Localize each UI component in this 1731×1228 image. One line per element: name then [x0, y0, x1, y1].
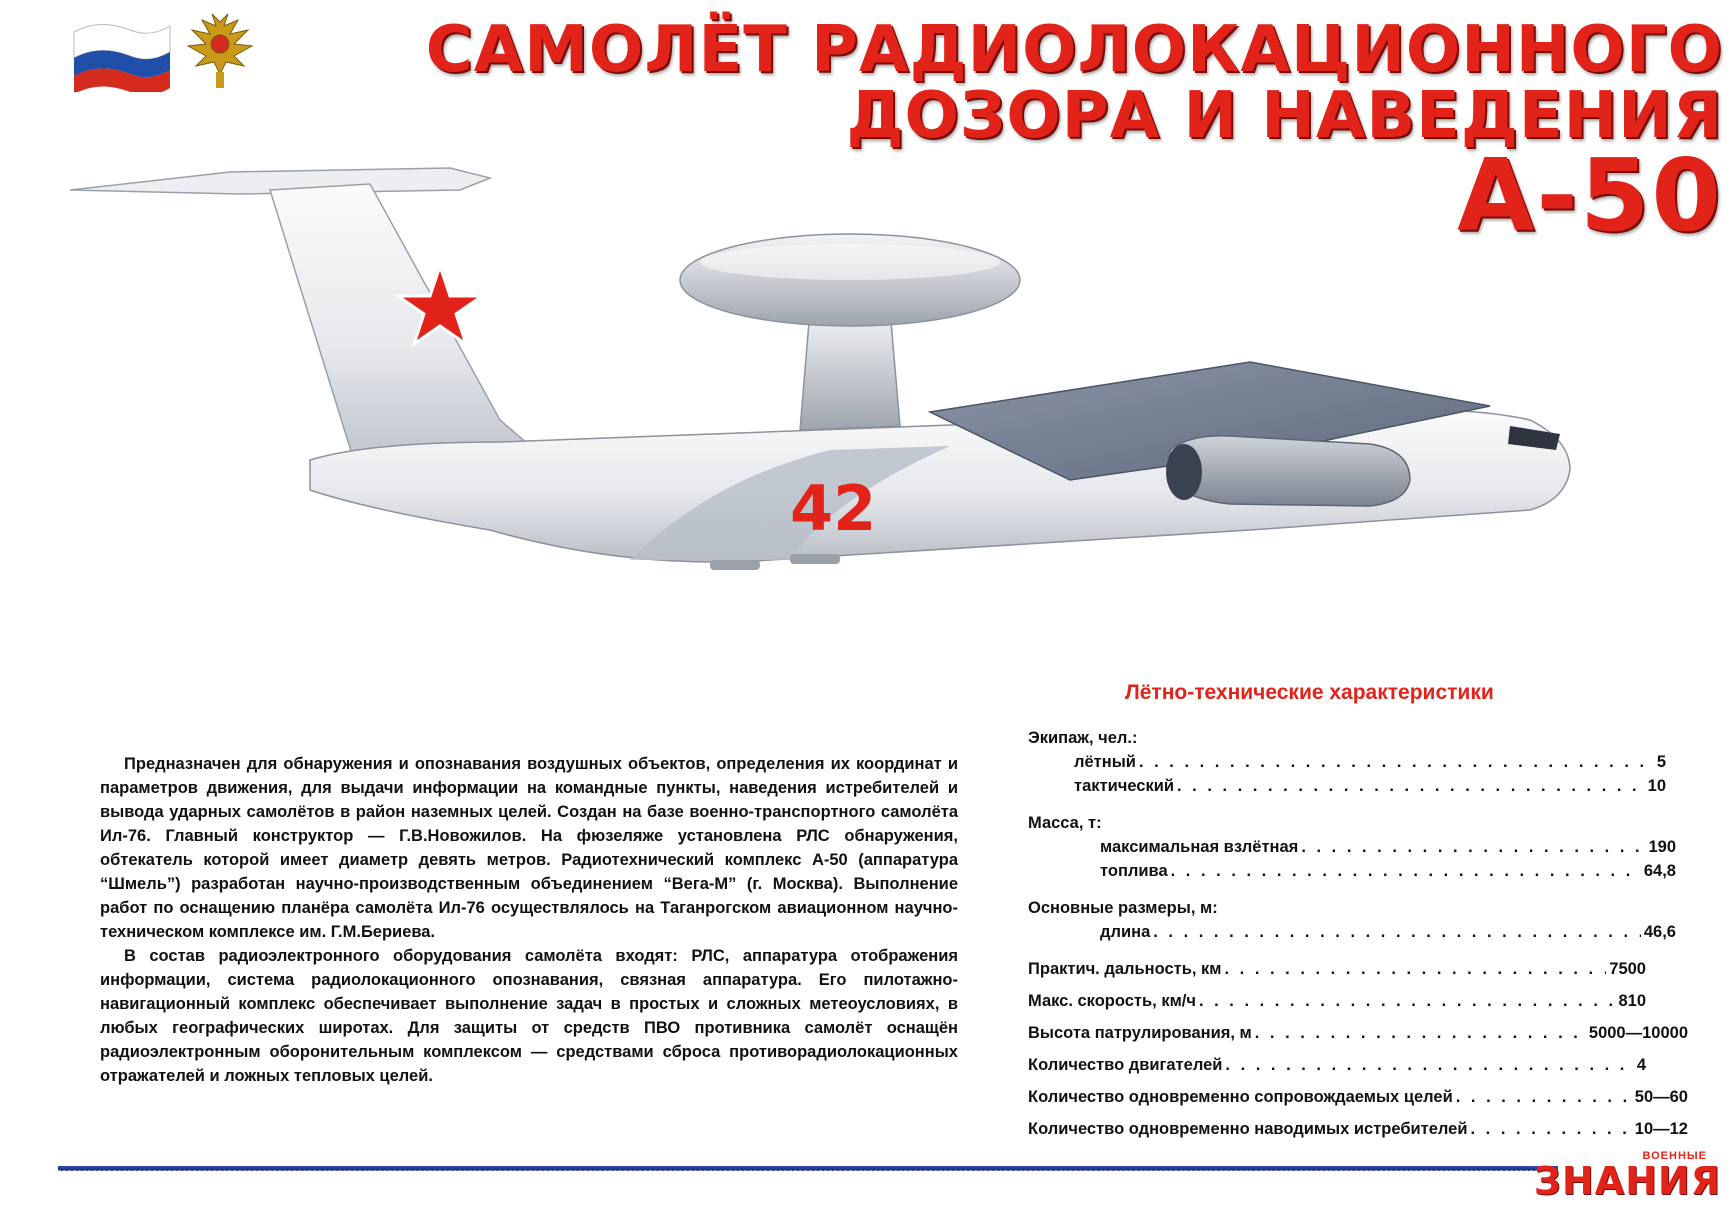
spec-value: 7500 — [1609, 960, 1646, 978]
spec-row — [1028, 774, 1666, 798]
leader-dots — [1255, 1021, 1586, 1045]
tail-number: 42 — [790, 472, 877, 545]
leader-dots — [1139, 750, 1654, 774]
spec-fighters — [1028, 1117, 1688, 1141]
specs-title: Лётно-технические характеристики — [1125, 681, 1494, 704]
leader-dots — [1199, 989, 1616, 1013]
spec-patrol — [1028, 1021, 1688, 1045]
spec-value: 46,6 — [1643, 923, 1676, 941]
spec-label: максимальная взлётная — [1100, 838, 1299, 856]
spec-row — [1028, 859, 1676, 883]
aircraft-model: А-50 — [1456, 136, 1723, 254]
spec-value: 5000—10000 — [1588, 1024, 1688, 1042]
spec-dimensions — [1028, 896, 1708, 944]
russian-flag-icon — [70, 8, 260, 92]
brand-big-text: ЗНАНИЯ — [1533, 1159, 1721, 1203]
spec-group-label: Экипаж, чел.: — [1028, 729, 1138, 747]
brand-small-text: ВОЕННЫЕ — [1642, 1150, 1707, 1162]
leader-dots — [1171, 859, 1641, 883]
magazine-logo — [1533, 1150, 1721, 1203]
spec-range — [1028, 957, 1646, 981]
spec-label: тактический — [1074, 777, 1174, 795]
title-line-2: ДОЗОРА И НАВЕДЕНИЯ — [846, 78, 1723, 153]
spec-value: 5 — [1656, 753, 1666, 771]
leader-dots — [1301, 835, 1645, 859]
spec-group-label: Масса, т: — [1028, 814, 1102, 832]
spec-row — [1028, 750, 1666, 774]
spec-value: 10 — [1647, 777, 1666, 795]
spec-value: 190 — [1648, 838, 1676, 856]
leader-dots — [1153, 920, 1641, 944]
description — [100, 752, 958, 1088]
spec-mass — [1028, 811, 1708, 883]
spec-label: Количество двигателей — [1028, 1056, 1223, 1074]
emblem — [70, 8, 260, 92]
spec-value: 50—60 — [1634, 1088, 1688, 1106]
spec-label: Высота патрулирования, м — [1028, 1024, 1252, 1042]
spec-label: Количество одновременно сопровождаемых целей — [1028, 1088, 1453, 1106]
spec-label: топлива — [1100, 862, 1168, 880]
leader-dots — [1177, 774, 1645, 798]
spec-value: 10—12 — [1634, 1120, 1688, 1138]
leader-dots — [1225, 1053, 1633, 1077]
spec-value: 4 — [1636, 1056, 1646, 1074]
title-line-1: САМОЛЁТ РАДИОЛОКАЦИОННОГО — [425, 13, 1723, 87]
aircraft-illustration — [70, 150, 1710, 690]
spec-label: длина — [1100, 923, 1151, 941]
spec-group-label: Основные размеры, м: — [1028, 899, 1218, 917]
eagle-icon — [188, 14, 252, 88]
spec-speed — [1028, 989, 1646, 1013]
leader-dots — [1471, 1117, 1632, 1141]
spec-value: 810 — [1618, 992, 1646, 1010]
spec-row — [1028, 835, 1676, 859]
spec-label: Практич. дальность, км — [1028, 960, 1222, 978]
description-paragraph-1: Предназначен для обнаружения и опознавания воздушных объектов, определения их координат и параметров движения, для выдачи информации на командные пункты, наведения истребителей и вывода ударных самолётов в район наземных целей. Создан на базе военно-транспортного самолёта Ил-76. Главный конструктор — Г.В.Новожилов. На фюзеляже установлена РЛС обнаружения, обтекатель которой имеет диаметр девять метров. Радиотехнический комплекс А-50 (аппаратура “Шмель”) разработан научно-производственным объединением “Вега-М” (г. Москва). Выполнение работ по оснащению планёра самолёта Ил-76 осуществлялось на Таганрогском авиационном научно-техническом комплексе им. Г.М.Бериева. — [100, 755, 958, 941]
spec-value: 64,8 — [1643, 862, 1676, 880]
spec-crew — [1028, 726, 1708, 798]
leader-dots — [1456, 1085, 1632, 1109]
specs-list — [1028, 726, 1708, 1149]
spec-row — [1028, 920, 1676, 944]
spec-label: Количество одновременно наводимых истребителей — [1028, 1120, 1468, 1138]
leader-dots — [1224, 957, 1606, 981]
spec-targets — [1028, 1085, 1688, 1109]
footer-divider — [58, 1166, 1558, 1171]
spec-label: Макс. скорость, км/ч — [1028, 992, 1196, 1010]
description-paragraph-2: В состав радиоэлектронного оборудования самолёта входят: РЛС, аппаратура отображения информации, система радиолокационного опознавания, связная аппаратура. Его пилотажно-навигационный комплекс обеспечивает выполнение задач в простых и сложных метеоусловиях, в любых географических широтах. Для защиты от средств ПВО противника самолёт оснащён радиоэлектронным оборонительным комплексом — средствами сброса противорадиолокационных отражателей и ложных тепловых целей. — [100, 947, 958, 1085]
spec-label: лётный — [1074, 753, 1136, 771]
spec-engines — [1028, 1053, 1646, 1077]
